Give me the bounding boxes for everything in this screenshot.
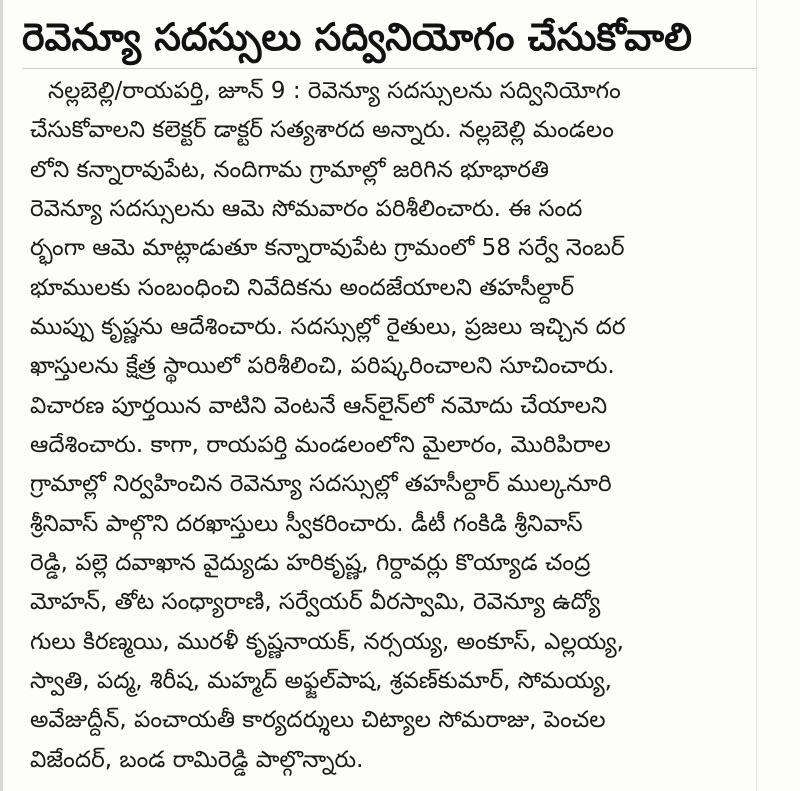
article-line-8: ఖాస్తులను క్షేత్ర స్థాయిలో పరిశీలించి, పరిష్కరించాలని సూచించారు. <box>30 353 615 379</box>
article-line-3: లోని కన్నారావుపేట, నందిగామ గ్రామాల్లో జరిగిన భూభారతి <box>30 157 549 183</box>
article-headline: రెవెన్యూ సదస్సులు సద్వినియోగం చేసుకోవాలి <box>22 15 692 59</box>
clipping-left-edge <box>0 0 3 791</box>
article-line-11: గ్రామాల్లో నిర్వహించిన రెవెన్యూ సదస్సుల్లో తహసీల్దార్ ముల్కనూరి <box>30 471 612 497</box>
article-line-15: గులు కిరణ్మయి, మురళీ కృష్ణనాయక్, నర్సయ్య, అంకూస్, ఎల్లయ్య, <box>30 629 624 655</box>
article-line-6: భూములకు సంబంధించి నివేదికను అందజేయాలని తహసీల్దార్ <box>30 275 575 301</box>
article-line-14: మోహన్, తోట సంధ్యారాణి, సర్వేయర్ వీరస్వామి, రెవెన్యూ ఉద్యో <box>30 589 601 615</box>
column-divider <box>756 0 757 791</box>
article-line-12: శ్రీనివాస్ పాల్గొని దరఖాస్తులు స్వీకరించారు. డీటీ గంకిడి శ్రీనివాస్ <box>30 511 583 537</box>
article-line-1: నల్లబెల్లి/రాయపర్తి, జూన్ 9 : రెవెన్యూ సదస్సులను సద్వినియోగం <box>48 78 621 104</box>
article-line-5: ర్భంగా ఆమె మాట్లాడుతూ కన్నారావుపేట గ్రామంలో 58 సర్వే నెంబర్ <box>30 235 625 261</box>
headline-rule <box>22 68 757 69</box>
article-line-10: ఆదేశించారు. కాగా, రాయపర్తి మండలంలోని మైలారం, మొరిపిరాల <box>30 432 611 458</box>
article-line-18: విజేందర్, బండ రామిరెడ్డి పాల్గొన్నారు. <box>30 747 364 773</box>
article-line-9: విచారణ పూర్తయిన వాటిని వెంటనే ఆన్‌లైన్‌లో నమోదు చేయాలని <box>30 393 608 419</box>
article-line-17: అవేజుద్దీన్, పంచాయతీ కార్యదర్శులు చిట్యాల సోమరాజు, పెంచల <box>30 707 606 733</box>
article-line-4: రెవెన్యూ సదస్సులను ఆమె సోమవారం పరిశీలించారు. ఈ సంద <box>30 196 583 222</box>
article-line-2: చేసుకోవాలని కలెక్టర్ డాక్టర్ సత్యశారద అన్నారు. నల్లబెల్లి మండలం <box>30 117 614 143</box>
article-line-13: రెడ్డి, పల్లె దవాఖాన వైద్యుడు హరికృష్ణ, గిర్దావర్లు కొయ్యాడ చంద్ర <box>30 550 591 576</box>
article-line-7: ముప్పు కృష్ణను ఆదేశించారు. సదస్సుల్లో రైతులు, ప్రజలు ఇచ్చిన దర <box>30 314 626 340</box>
article-line-16: స్వాతి, పద్మ, శిరీష, మహ్మద్ అఫ్జల్‌పాష, శ్రవణ్‌కుమార్, సోమయ్య, <box>30 668 612 694</box>
